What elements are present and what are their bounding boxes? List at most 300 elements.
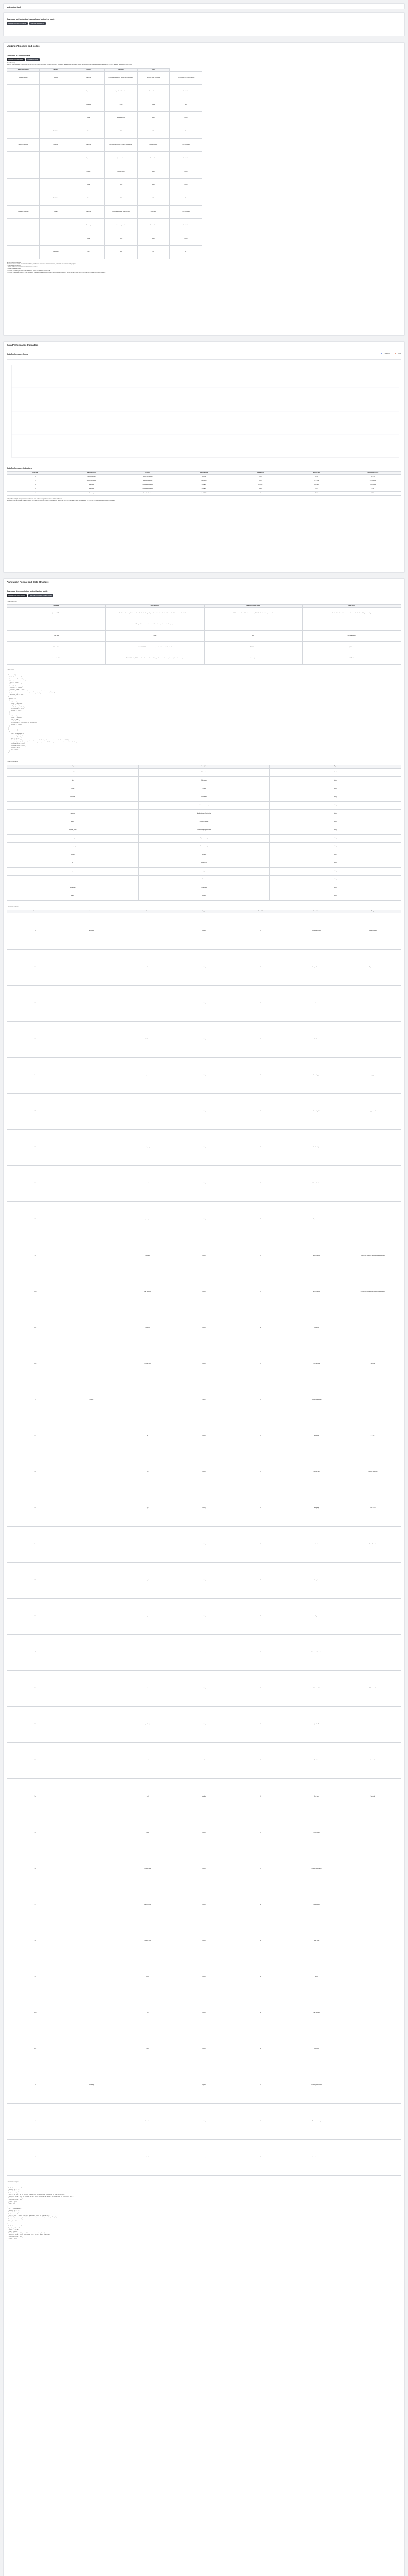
table-cell: array — [176, 2140, 232, 2176]
sec1-title: 1. Data Description — [7, 601, 17, 602]
table-cell: Original transcription — [288, 1851, 345, 1887]
table-row — [7, 859, 401, 867]
table-row — [7, 1995, 401, 2031]
table-cell: 2-3 — [7, 1490, 63, 1527]
table-cell: string — [176, 1238, 232, 1274]
perf-table-title: Data Performance Indicators — [7, 467, 32, 469]
table-cell — [63, 950, 120, 986]
model-notes — [7, 262, 401, 274]
table-cell: 0.29 — [345, 487, 401, 492]
text-line: ■ Official conference summaries and transcription services — [7, 267, 38, 268]
table-cell: 48k — [105, 125, 137, 139]
table-header: Verified items — [232, 471, 288, 474]
table-row — [7, 1959, 401, 1995]
table-cell — [40, 98, 72, 112]
table-cell: Y — [232, 1346, 288, 1382]
table-cell: 6k — [169, 246, 202, 259]
text-line: ■ Online lecture transcripts — [7, 268, 21, 270]
table-cell: Creator — [288, 986, 345, 1022]
table-cell: Speaker ID — [139, 859, 270, 867]
model-download-button[interactable]: Download AI Model — [26, 58, 40, 61]
table-cell: Length — [72, 179, 105, 192]
table-cell: 2,000 hours — [204, 641, 302, 653]
table-row — [7, 1238, 401, 1274]
table-cell — [345, 1599, 401, 1635]
table-header: Item/Task — [7, 471, 63, 474]
table-row — [7, 1707, 401, 1743]
table-cell — [7, 179, 40, 192]
table-cell: string — [270, 884, 401, 892]
table-row — [7, 793, 401, 801]
table-cell — [120, 2067, 176, 2104]
schema-table — [7, 910, 401, 2176]
table-cell: Processed utterances / Training segmentation — [105, 139, 137, 152]
score-chart — [7, 360, 402, 463]
table-row — [7, 246, 202, 259]
legend-dot-icon — [381, 353, 382, 354]
table-cell: creator — [120, 986, 176, 1022]
annotation-card — [3, 578, 405, 2576]
table-header: Measurement result — [345, 471, 401, 474]
table-cell: original_form — [120, 1851, 176, 1887]
table-cell — [345, 1887, 401, 1923]
table-cell — [345, 1382, 401, 1418]
table-cell: string — [176, 1599, 232, 1635]
table-cell — [40, 232, 72, 246]
table-cell: N — [232, 1599, 288, 1635]
table-cell: Alphanumeric — [345, 950, 401, 986]
table-cell: Y — [232, 1022, 288, 1058]
table-cell: Y — [232, 950, 288, 986]
table-cell: Cross-check — [137, 219, 169, 232]
table-header: Description — [288, 910, 345, 913]
table-cell: sex — [7, 875, 139, 884]
table-row — [7, 1635, 401, 1671]
table-cell: occupation — [120, 1563, 176, 1599]
table-cell: array — [270, 851, 401, 859]
table-cell: string — [176, 1274, 232, 1310]
table-cell: Y — [232, 2104, 288, 2140]
table-cell: extractive — [120, 2140, 176, 2176]
table-cell — [345, 1310, 401, 1346]
table-cell: string — [270, 875, 401, 884]
table-cell: Y — [232, 986, 288, 1022]
table-cell: id — [120, 1418, 176, 1454]
table-cell: 10s ~ 70s — [345, 1490, 401, 1527]
table-header: Data name — [7, 604, 106, 607]
table-cell: yyyy — [345, 1058, 401, 1094]
table-cell: Prefix — [105, 98, 137, 112]
table-cell: Speaker — [139, 851, 270, 859]
table-cell: string — [176, 1851, 232, 1887]
table-cell: distributor — [120, 1022, 176, 1058]
table-cell: string — [176, 950, 232, 986]
table-cell: Data Type — [7, 630, 106, 641]
table-cell: Data/Batch — [40, 246, 72, 259]
table-cell: string — [176, 986, 232, 1022]
table-cell: 1-2 — [7, 986, 63, 1022]
table-cell — [63, 1707, 120, 1743]
table-cell: Y — [232, 1815, 288, 1851]
model-details-button[interactable]: Download AI Model Details — [7, 58, 25, 61]
table-header: Baseline value — [288, 471, 345, 474]
table-cell: isIdiomPhrase — [120, 1887, 176, 1923]
table-cell: Y — [232, 1166, 288, 1202]
table-cell: Segments after — [137, 139, 169, 152]
table-cell: Overlap — [72, 165, 105, 179]
table-cell: Y — [232, 1490, 288, 1527]
page-title: authoring tool — [7, 5, 21, 8]
table-cell — [345, 2067, 401, 2104]
sec5-title: 5. Annotation example — [7, 2182, 19, 2183]
table-cell: N — [232, 1887, 288, 1923]
table-cell: Region — [139, 892, 270, 900]
table-cell: string — [176, 1959, 232, 1995]
table-cell: Utterance after processing — [137, 72, 169, 85]
table-cell: Y — [232, 2140, 288, 2176]
table-cell: 6k — [137, 192, 169, 206]
table-cell: 4-1 — [7, 2104, 63, 2140]
score-chart-area — [7, 359, 401, 462]
table-cell: array — [176, 1635, 232, 1671]
table-cell: 4 — [7, 487, 63, 492]
table-cell: speaker_id — [120, 1707, 176, 1743]
text-line: Describe what constitutes in this project can be seen for speech recognition, speaker(diarization) recognition, and automatic generative models, are required in language appropriate labeling, and therefore, and their efficiently for each model. — [7, 64, 132, 65]
table-cell: 3-9 — [7, 1959, 63, 1995]
table-header: Number — [7, 910, 63, 913]
table-cell: 3-6 — [7, 1851, 63, 1887]
table-row — [7, 867, 401, 875]
json-format: { "metadata":{ "id": "NSR0000000", "creator": "CoBrain", "distributor": "CoBrain", "year": "2023", "date": "20231223", "media": "Internet", "category": "Korean", "category_name": "bill", "category": "Procedures related to government administration", "subcategory": "Procedures related to policy/government activities", "duration_sec": "1.9" }, "speaker": [ { "id": "1", "role": "Narrator", "age": "50s", "sex": "Unspecified", "occupation": "null", "Region": "null" }, { "id": "2", "role": "Speaker", "age": "50s", "sex": "Male", "occupation": "Professor of literature", "Region": "Seoul" } ], "utterance": [ { "id": "NSR0000000.1", "speaker_id": "1", "start": "1.31", "end": "4.73", "form": "We will go to ask you a question following the interview in the first half.", "original_form": "Oh, It's time to ask you a question following the interview in the first half.", "isIdiomPhrase": null, "isIdiomPrefix": null, "slang": null, "ccb": null } ] } — [7, 673, 77, 755]
table-row — [7, 986, 401, 1022]
table-cell — [63, 1130, 120, 1166]
table-cell — [40, 165, 72, 179]
table-cell: 1-12 — [7, 1346, 63, 1382]
table-cell: Short utterance — [105, 112, 137, 125]
table-cell: Y — [232, 1130, 288, 1166]
table-row — [7, 1563, 401, 1599]
table-cell: 2-4 — [7, 1527, 63, 1563]
table-cell: Processed dialogue / summary pairs — [105, 206, 137, 219]
table-cell: string — [176, 1454, 232, 1490]
table-cell: Age — [139, 867, 270, 875]
table-cell: JSON file — [302, 653, 401, 664]
table-header: Model (Task/Service) — [7, 68, 40, 71]
table-cell: Speaker — [72, 85, 105, 98]
table-cell: Region — [288, 1599, 345, 1635]
table-cell: Speaker ID — [288, 1707, 345, 1743]
table-cell: string — [176, 1815, 232, 1851]
table-cell: duration_sec — [120, 1346, 176, 1382]
table-cell: A total of 3,000 hours of recording collected in the specified period — [106, 641, 204, 653]
table-cell — [345, 1851, 401, 1887]
table-cell: N — [232, 1995, 288, 2031]
table-cell — [40, 219, 72, 232]
models-title: Utilizing AI models and codes — [4, 43, 404, 50]
table-row — [7, 139, 202, 152]
table-cell: Y — [232, 1671, 288, 1707]
table-row — [7, 1130, 401, 1166]
table-cell: Y — [232, 1274, 288, 1310]
table-row — [7, 192, 202, 206]
table-header: Item — [120, 910, 176, 913]
table-header: Data Planner — [302, 604, 401, 607]
table-row — [7, 1202, 401, 1238]
table-cell: End time — [288, 1779, 345, 1815]
table-cell: 4-2 — [7, 2140, 63, 2176]
table-cell: Y — [232, 1382, 288, 1418]
table-cell: 48k — [105, 192, 137, 206]
table-cell: Voice recognition — [7, 72, 40, 85]
table-cell: 3-5 — [7, 1815, 63, 1851]
table-cell — [63, 1995, 120, 2031]
table-cell: Test compiling the cross-checking — [169, 72, 202, 85]
table-cell: Pyannote — [40, 139, 72, 152]
table-cell: string — [176, 1490, 232, 1527]
table-cell — [7, 165, 40, 179]
table-cell — [63, 1887, 120, 1923]
table-row — [7, 1851, 401, 1887]
table-cell: string — [270, 842, 401, 851]
table-cell — [63, 1346, 120, 1382]
table-cell: string — [176, 2031, 232, 2067]
table-row — [7, 785, 401, 793]
table-cell: Length — [72, 112, 105, 125]
table-cell: Overlap region — [105, 165, 137, 179]
data-doc-button[interactable]: Download Data Documentation — [7, 594, 27, 597]
table-row — [7, 1454, 401, 1490]
table-row — [7, 2031, 401, 2067]
table-cell: Size — [72, 125, 105, 139]
table-cell — [63, 1815, 120, 1851]
table-cell: 1-4 — [7, 1058, 63, 1094]
table-cell: yyyymmdd — [345, 1094, 401, 1130]
table-cell: summary — [63, 2067, 120, 2104]
table-header: Type — [176, 910, 232, 913]
sec4-title: 4. Annotation Schema — [7, 906, 19, 908]
table-row — [7, 85, 202, 98]
table-row — [7, 232, 202, 246]
table-cell: string — [270, 892, 401, 900]
table-cell: Explains audio from politicians reduces the density of original speech, dedicated to each extracted record with timestamp and meta-information — [106, 607, 204, 619]
table-cell: 1, 2, 3 ... — [345, 1418, 401, 1454]
table-cell: Audio — [106, 630, 204, 641]
models-subtitle: Download AI Model Details — [7, 55, 30, 57]
table-cell — [120, 1382, 176, 1418]
table-cell: Narrator, Speaker — [345, 1454, 401, 1490]
table-cell: 5 — [7, 492, 63, 496]
table-cell: 0.45 point — [288, 483, 345, 487]
table-cell: array — [176, 1382, 232, 1418]
table-cell: Utterance — [72, 206, 105, 219]
table-cell — [7, 125, 40, 139]
table-cell: BLEU — [232, 487, 288, 492]
table-cell: object — [176, 2067, 232, 2104]
table-cell: string — [176, 2104, 232, 2140]
table-cell — [345, 2104, 401, 2140]
table-cell: note — [120, 2031, 176, 2067]
table-cell — [345, 1707, 401, 1743]
text-line: In the case of language research, it can be used for natural language processing, such as detecting and correcting typos, and generating summaries used for language processing research. — [7, 272, 106, 273]
table-cell: Long — [169, 112, 202, 125]
table-row — [7, 818, 401, 826]
table-cell: Conference program name — [139, 826, 270, 834]
text-line: ※ If you have multiple data performance indicators, click each item to graph the values of those indicators. — [7, 499, 62, 500]
table-cell — [63, 986, 120, 1022]
table-cell: sub_category — [120, 1274, 176, 1310]
table-row — [7, 950, 401, 986]
download-tool-button[interactable]: Download Authoring Tool — [29, 22, 46, 25]
table-cell — [7, 152, 40, 165]
table-cell: subcategory — [7, 842, 139, 851]
table-cell — [63, 1671, 120, 1707]
performance-title: Data Performance Indicators — [4, 342, 404, 349]
table-cell: 3 — [7, 1635, 63, 1671]
table-cell: Long — [169, 179, 202, 192]
table-cell: string — [176, 1671, 232, 1707]
table-cell — [345, 1995, 401, 2031]
table-cell: 1-11 — [7, 1310, 63, 1346]
table-cell: string — [270, 776, 401, 785]
table-cell — [63, 2031, 120, 2067]
table-cell: Short — [105, 179, 137, 192]
table-cell: Seconds — [345, 1779, 401, 1815]
table-row — [7, 1923, 401, 1959]
table-cell: program_name — [120, 1202, 176, 1238]
table-cell: ROUGE — [232, 483, 288, 487]
text-line: Model Summary — [7, 62, 15, 64]
table-row — [7, 801, 401, 809]
table-cell: distributor — [7, 793, 139, 801]
table-cell: Test compiling — [169, 206, 202, 219]
sec3-title: 3. Data Configuration — [7, 761, 18, 763]
table-cell: Utterance information — [288, 1635, 345, 1671]
table-cell: program_name — [7, 826, 139, 834]
table-cell — [63, 1454, 120, 1490]
table-cell: Test — [169, 98, 202, 112]
table-cell — [7, 219, 40, 232]
table-cell: Recording year — [288, 1058, 345, 1094]
annotation-title: Annotation Format and Data Structure — [4, 579, 404, 586]
table-row — [7, 479, 401, 483]
table-cell: isIdiomPrefix — [120, 1923, 176, 1959]
table-cell: 1-8 — [7, 1202, 63, 1238]
deploy-guide-button[interactable]: Download Deployment Utilization Guide — [28, 594, 53, 597]
table-cell — [63, 1094, 120, 1130]
table-cell: Minor category — [288, 1274, 345, 1310]
table-cell: id — [7, 859, 139, 867]
table-cell: form — [120, 1815, 176, 1851]
table-cell — [63, 1563, 120, 1599]
sec2-title: 2. Json format — [7, 669, 14, 671]
table-row — [7, 607, 401, 619]
table-row — [7, 630, 401, 641]
table-cell: Extractive summary — [288, 2140, 345, 2176]
table-cell: Procedures related to policy/government activities — [345, 1274, 401, 1310]
table-cell: string — [176, 1887, 232, 1923]
table-cell — [7, 619, 106, 630]
table-cell: Age group — [288, 1490, 345, 1527]
table-cell — [204, 619, 302, 630]
table-cell — [63, 1274, 120, 1310]
table-cell: Length — [72, 232, 105, 246]
table-header: Measurement Item — [63, 471, 120, 474]
table-cell: 3 — [7, 483, 63, 487]
table-cell: 3-4 — [7, 1779, 63, 1815]
table-row — [7, 1022, 401, 1058]
table-cell — [63, 2140, 120, 2176]
download-manual-button[interactable]: Download Authoring Tool Manual — [7, 22, 28, 25]
table-row — [7, 834, 401, 842]
table-cell: string — [176, 1166, 232, 1202]
text-line: In the case of meeting minutes, it can be used for record management and retrieval. — [7, 270, 51, 272]
legend-dot-icon — [395, 353, 396, 354]
table-cell: Volume data — [7, 641, 106, 653]
table-cell: Y — [232, 1238, 288, 1274]
table-cell: Year of recording — [139, 801, 270, 809]
table-cell: Code switching — [288, 1995, 345, 2031]
table-cell — [345, 1022, 401, 1058]
score-title: Data Performance Score — [7, 353, 28, 356]
table-cell — [63, 1238, 120, 1274]
table-cell — [40, 152, 72, 165]
table-cell — [40, 85, 72, 98]
table-row — [7, 475, 401, 479]
table-cell: KoBERT — [176, 492, 232, 496]
table-cell: See description — [345, 913, 401, 950]
table-cell — [63, 1743, 120, 1779]
table-cell: 2-6 — [7, 1599, 63, 1635]
table-row — [7, 1058, 401, 1094]
table-cell: string — [270, 818, 401, 826]
score-legend — [377, 353, 401, 355]
table-header: AI TASK — [120, 471, 176, 474]
table-cell: age — [7, 867, 139, 875]
table-cell: Summary labels — [105, 219, 137, 232]
table-cell: string — [176, 1202, 232, 1238]
table-cell: KoBART — [176, 487, 232, 492]
table-cell: object — [270, 768, 401, 776]
table-cell: Test compiling — [169, 139, 202, 152]
table-cell — [63, 2104, 120, 2140]
text-line: This audio dataset can be used for video subtitles, conference summaries and transcriptions, and can be used for research purposes. — [7, 264, 77, 265]
table-cell: 2 — [7, 1382, 63, 1418]
model-table — [7, 68, 202, 259]
table-cell: Text classification — [120, 492, 176, 496]
table-cell: Creator — [139, 785, 270, 793]
table-cell: occupation — [7, 884, 139, 892]
table-cell: Slang — [288, 1959, 345, 1995]
table-cell: string — [270, 793, 401, 801]
table-cell — [345, 1815, 401, 1851]
table-cell: Gender — [288, 1527, 345, 1563]
table-cell: 3,000 hours — [302, 641, 401, 653]
table-cell: Processed utterances / Training with transcription — [105, 72, 137, 85]
table-cell: category — [7, 834, 139, 842]
table-cell: Occupation — [139, 884, 270, 892]
table-cell: Verification — [169, 219, 202, 232]
table-cell: Gender — [139, 875, 270, 884]
table-cell: Verification — [169, 85, 202, 98]
table-cell: 18 % — [288, 475, 345, 479]
table-row — [7, 165, 202, 179]
table-row — [7, 492, 401, 496]
table-cell: 1-9 — [7, 1238, 63, 1274]
table-cell: Basic information — [288, 913, 345, 950]
table-cell: Json of document — [302, 630, 401, 641]
table-cell: string — [176, 1022, 232, 1058]
table-cell: Summary — [72, 219, 105, 232]
